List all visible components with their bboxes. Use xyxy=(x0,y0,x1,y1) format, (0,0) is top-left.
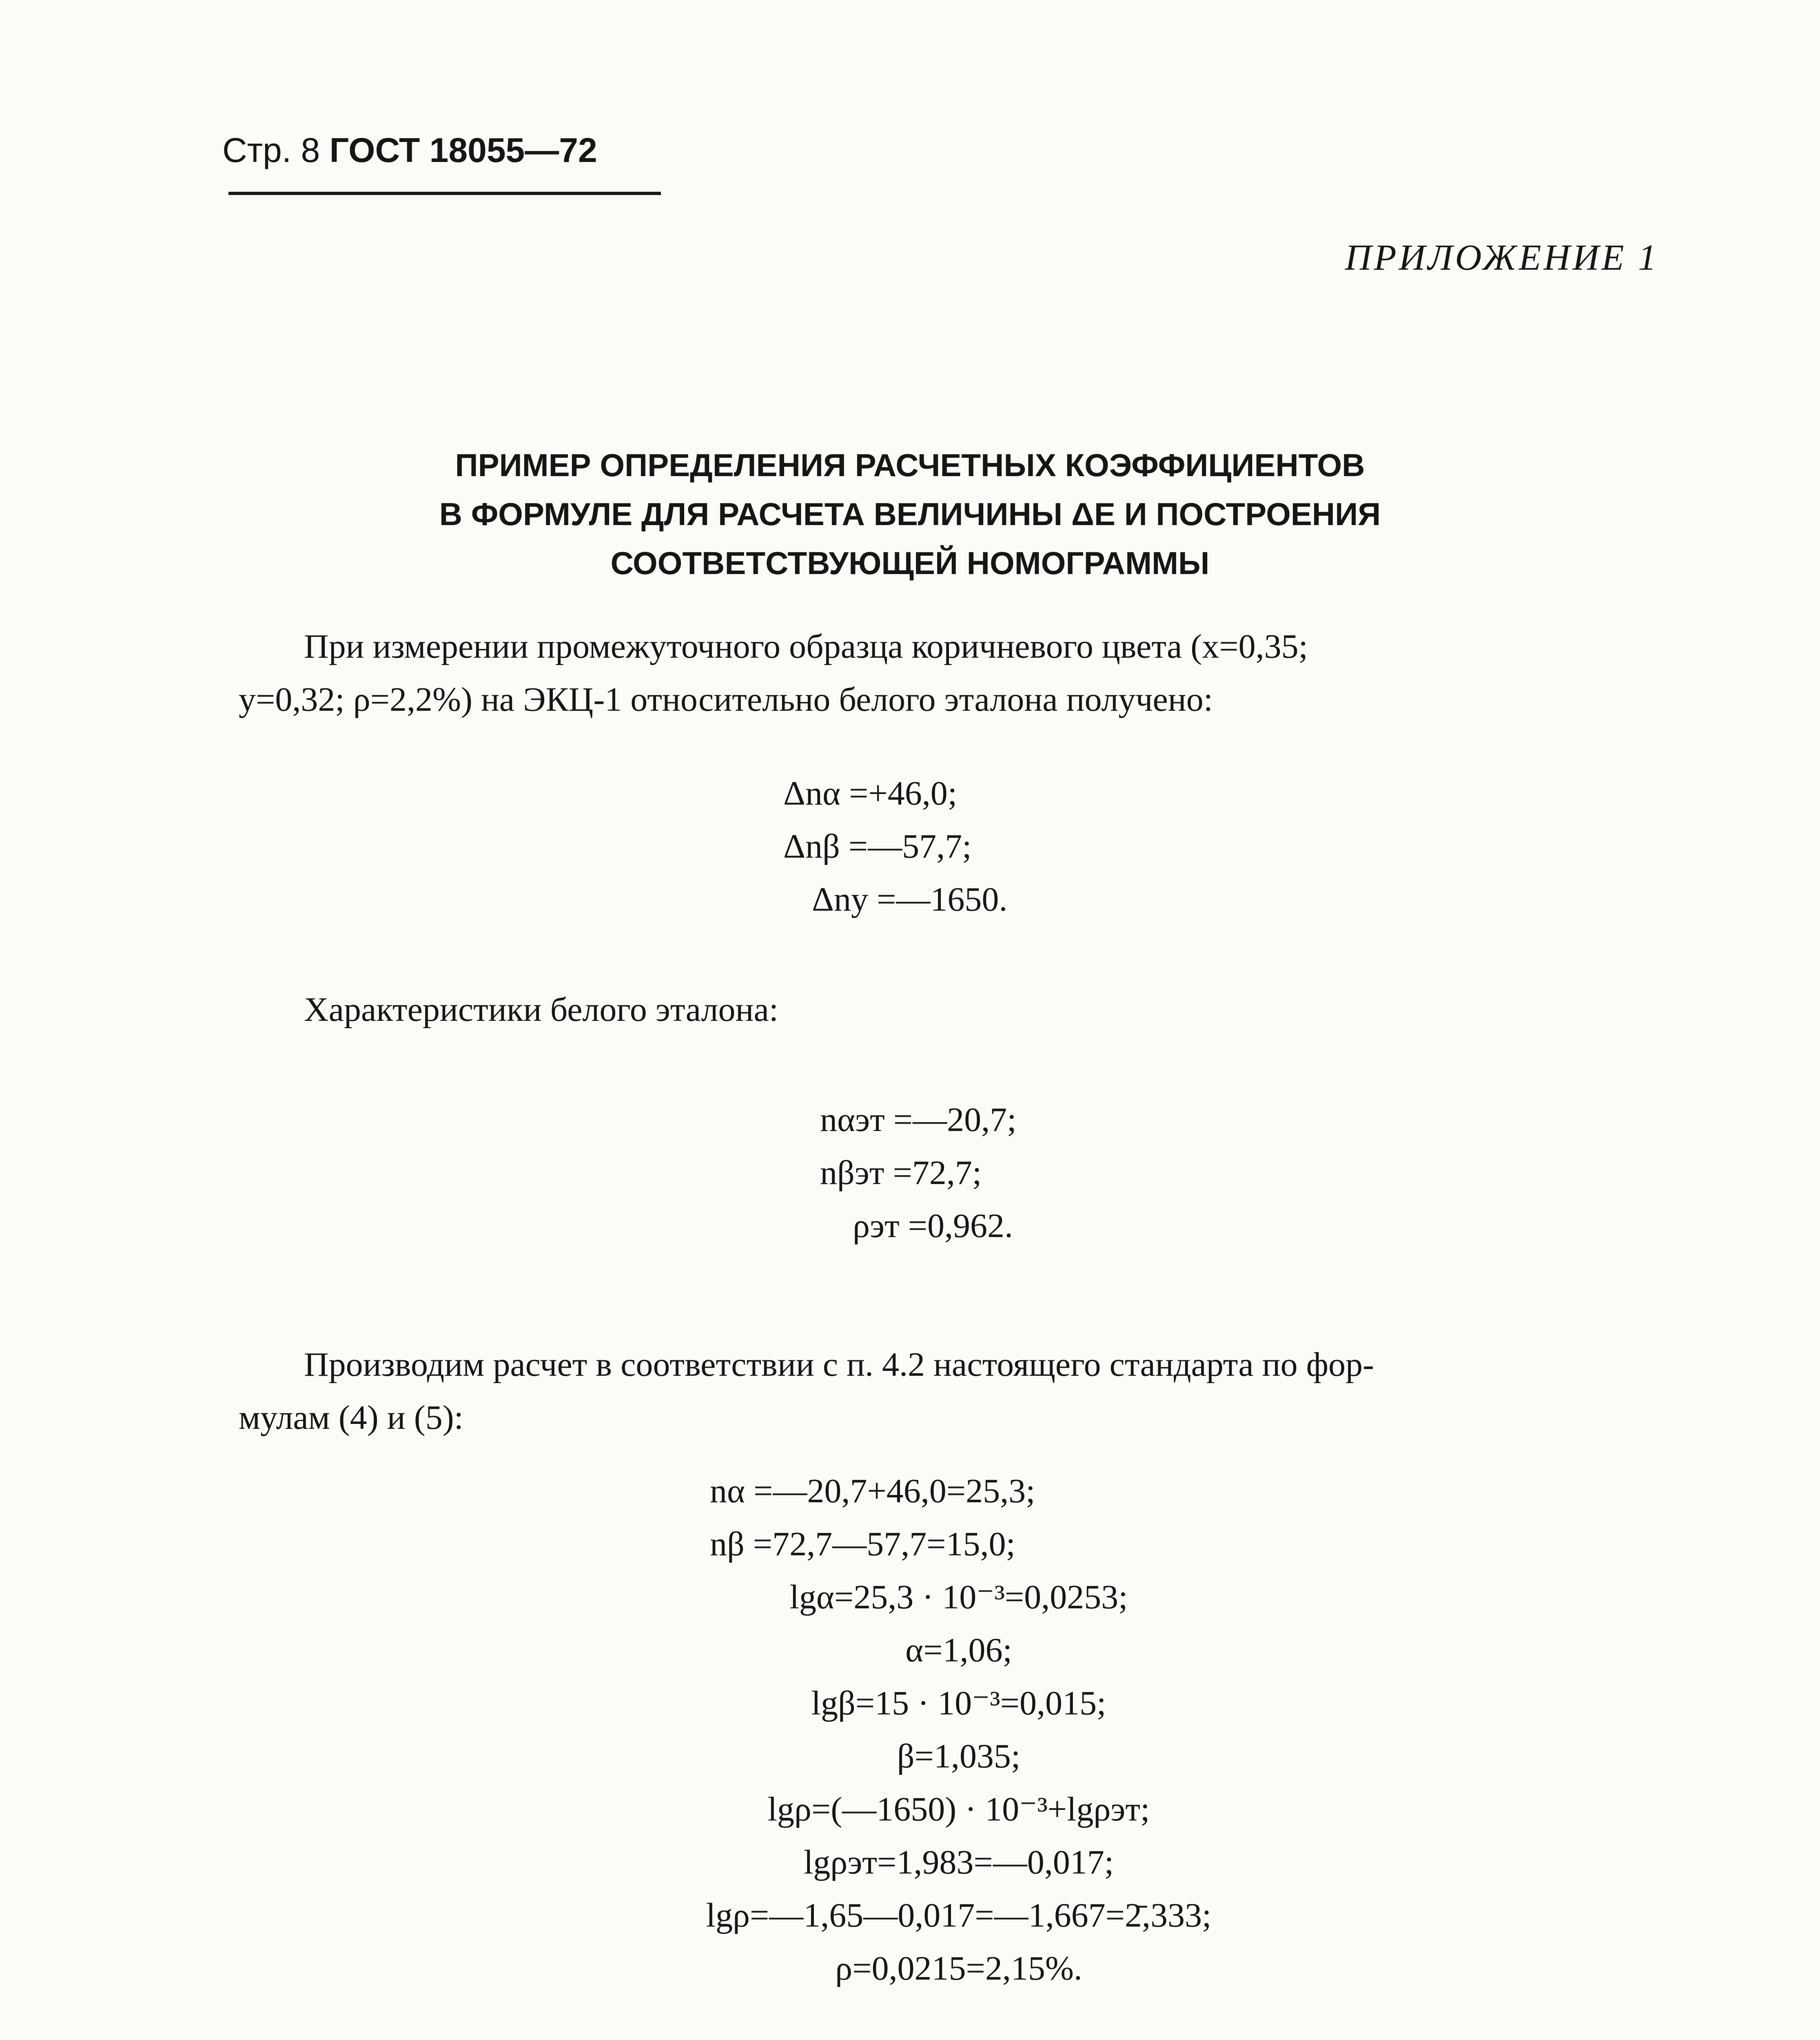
document-title xyxy=(0,441,1820,588)
title-line: В ФОРМУЛЕ ДЛЯ РАСЧЕТА ВЕЛИЧИНЫ ΔE И ПОСТРОЕНИЯ xyxy=(439,496,1381,532)
calculation-block xyxy=(641,1465,1277,1995)
appendix-label: ПРИЛОЖЕНИЕ 1 xyxy=(1345,237,1659,278)
white-value-line: nβэт =72,7; xyxy=(820,1154,982,1192)
intro-paragraph xyxy=(239,620,1656,726)
calc-line: α=1,06; xyxy=(905,1631,1012,1669)
title-line: СООТВЕТСТВУЮЩЕЙ НОМОГРАММЫ xyxy=(610,545,1210,581)
calc-line: lgρэт=1,983=—0,017; xyxy=(803,1843,1114,1881)
white-value-line: nαэт =—20,7; xyxy=(820,1101,1017,1139)
calc-line: lgβ=15 · 10⁻³=0,015; xyxy=(811,1684,1106,1722)
calc-line: β=1,035; xyxy=(897,1737,1021,1775)
calc-intro-paragraph xyxy=(239,1338,1656,1444)
title-line: ПРИМЕР ОПРЕДЕЛЕНИЯ РАСЧЕТНЫХ КОЭФФИЦИЕНТОВ xyxy=(455,447,1365,483)
measurement-line: Δnβ =—57,7; xyxy=(783,827,972,865)
white-standard-label: Характеристики белого эталона: xyxy=(304,991,779,1029)
intro-line-2: y=0,32; ρ=2,2%) на ЭКЦ-1 относительно белого эталона получено: xyxy=(239,681,1213,718)
calc-line: lgρ=(—1650) · 10⁻³+lgρэт; xyxy=(767,1790,1150,1828)
calc-line: ρ=0,0215=2,15%. xyxy=(835,1949,1082,1987)
white-standard-values xyxy=(820,1093,1016,1253)
white-value-line: ρэт =0,962. xyxy=(853,1207,1013,1245)
header-rule xyxy=(228,192,661,195)
calc-intro-line-2: мулам (4) и (5): xyxy=(239,1399,464,1437)
measurement-line: Δnα =+46,0; xyxy=(783,774,958,812)
calc-line: lgρ=—1,65—0,017=—1,667=2̄,333; xyxy=(706,1896,1212,1934)
measurement-block xyxy=(783,767,1007,926)
calc-line: nβ =72,7—57,7=15,0; xyxy=(710,1525,1015,1563)
intro-line-1: При измерении промежуточного образца коричневого цвета (x=0,35; xyxy=(304,628,1308,665)
calc-line: nα =—20,7+46,0=25,3; xyxy=(710,1472,1035,1510)
calc-intro-line-1: Производим расчет в соответствии с п. 4.2 настоящего стандарта по фор- xyxy=(304,1346,1374,1384)
calc-line: lgα=25,3 · 10⁻³=0,0253; xyxy=(789,1578,1128,1616)
page-number: Стр. 8 xyxy=(222,131,320,169)
page-header xyxy=(222,131,597,170)
gost-number: ГОСТ 18055—72 xyxy=(329,131,597,169)
measurement-line: Δnу =—1650. xyxy=(812,880,1008,918)
